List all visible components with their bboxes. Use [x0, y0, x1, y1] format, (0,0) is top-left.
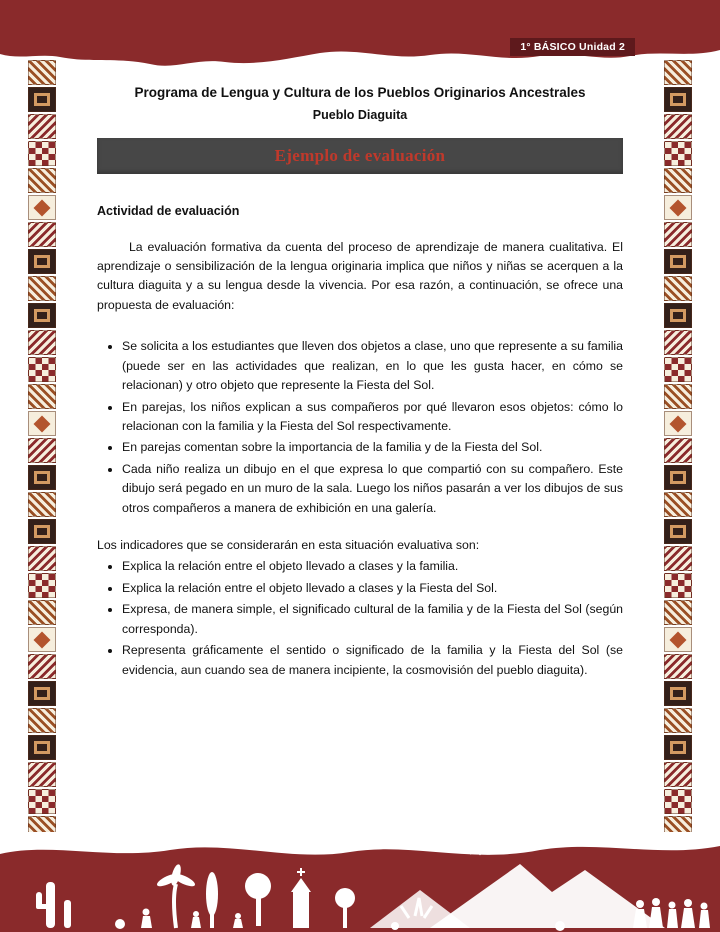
ornament-tile — [28, 492, 56, 517]
activity-bullet-item: • Se solicita a los estudiantes que lleven dos objetos a clase, uno que represente a su familia (puede ser en las actividades que realizan, en lo que les gusta hacer, en cómo se relacionan) y otro objeto que represente la Fiesta del Sol. — [122, 337, 623, 395]
activity-bullet-list — [97, 337, 623, 518]
ornament-tile — [664, 330, 692, 355]
ornament-tile — [28, 708, 56, 733]
ornament-tile — [664, 573, 692, 598]
ornament-tile — [664, 303, 692, 328]
ornament-tile — [664, 789, 692, 814]
ornament-tile — [664, 735, 692, 760]
ornament-tile — [664, 384, 692, 409]
ornament-tile — [664, 411, 692, 436]
unit-badge-label: 1° BÁSICO Unidad 2 — [520, 41, 625, 53]
ornament-tile — [664, 222, 692, 247]
ornament-tile — [664, 654, 692, 679]
ornament-tile — [664, 87, 692, 112]
ornament-tile — [28, 60, 56, 85]
unit-badge — [510, 38, 635, 56]
right-ornament-border — [664, 60, 692, 832]
ornament-tile — [28, 600, 56, 625]
ornament-tile — [28, 222, 56, 247]
ornament-tile — [28, 141, 56, 166]
ornament-tile — [28, 357, 56, 382]
ornament-tile — [664, 438, 692, 463]
indicator-bullet-item: • Expresa, de manera simple, el significado cultural de la familia y de la Fiesta del Sol (según corresponda). — [122, 600, 623, 639]
ornament-tile — [664, 519, 692, 544]
ornament-tile — [28, 627, 56, 652]
ornament-tile — [28, 438, 56, 463]
indicator-bullet-item: • Representa gráficamente el sentido o significado de la familia y la Fiesta del Sol (se evidencia, aun cuando sea de manera incipiente, la cosmovisión del pueblo diaguita). — [122, 641, 623, 680]
ornament-tile — [28, 411, 56, 436]
indicators-intro: Los indicadores que se considerarán en esta situación evaluativa son: — [97, 538, 480, 553]
ornament-tile — [664, 627, 692, 652]
ornament-tile — [664, 600, 692, 625]
ornament-tile — [28, 519, 56, 544]
intro-paragraph: La evaluación formativa da cuenta del proceso de aprendizaje de manera cualitativa. El aprendizaje o sensibilización de la lengua originaria implica que niños y niñas se acerquen a la cultura diaguita y a su lengua desde la vivencia. Por esa razón, a continuación, se ofrece una propuesta de evaluación: — [97, 239, 623, 312]
indicators-bullet-list — [97, 557, 623, 680]
footer-landscape-decoration — [0, 820, 720, 932]
ornament-tile — [28, 114, 56, 139]
ornament-tile — [664, 141, 692, 166]
section-banner — [97, 138, 623, 174]
ornament-tile — [28, 384, 56, 409]
ornament-tile — [28, 303, 56, 328]
ornament-tile — [664, 276, 692, 301]
ornament-tile — [28, 330, 56, 355]
ornament-tile — [28, 276, 56, 301]
indicator-bullet-item: • Explica la relación entre el objeto llevado a clases y la familia. — [122, 557, 623, 576]
ornament-tile — [664, 546, 692, 571]
content-area — [97, 84, 623, 682]
indicator-bullet-item: • Explica la relación entre el objeto llevado a clases y la Fiesta del Sol. — [122, 579, 623, 598]
ornament-tile — [28, 87, 56, 112]
activity-bullet-item: • Cada niño realiza un dibujo en el que expresa lo que compartió con su compañero. Este dibujo será pegado en un muro de la sala. Luego los niños pasarán a ver los dibujos de sus otros compañeros a manera de exhibición en una galería. — [122, 460, 623, 518]
ornament-tile — [28, 681, 56, 706]
ornament-tile — [664, 195, 692, 220]
ornament-tile — [664, 249, 692, 274]
program-title: Programa de Lengua y Cultura de los Pueblos Originarios Ancestrales — [134, 85, 586, 100]
ornament-tile — [664, 681, 692, 706]
ornament-tile — [28, 249, 56, 274]
ornament-tile — [664, 114, 692, 139]
program-subtitle: Pueblo Diaguita — [312, 107, 408, 122]
activity-bullet-item: • En parejas, los niños explican a sus compañeros por qué llevaron esos objetos: cómo lo relacionan con la familia y la Fiesta del Sol respectivamente. — [122, 398, 623, 437]
ornament-tile — [28, 789, 56, 814]
ornament-tile — [664, 357, 692, 382]
ornament-tile — [28, 654, 56, 679]
ornament-tile — [664, 168, 692, 193]
ornament-tile — [664, 492, 692, 517]
ornament-tile — [28, 168, 56, 193]
activity-bullet-item: • En parejas comentan sobre la importancia de la familia y de la Fiesta del Sol. — [122, 438, 623, 457]
section-banner-title: Ejemplo de evaluación — [274, 145, 446, 165]
ornament-tile — [28, 195, 56, 220]
ornament-tile — [664, 708, 692, 733]
ornament-tile — [28, 762, 56, 787]
ornament-tile — [664, 60, 692, 85]
ornament-tile — [664, 465, 692, 490]
ornament-tile — [28, 735, 56, 760]
ornament-tile — [28, 573, 56, 598]
left-ornament-border — [28, 60, 56, 832]
ornament-tile — [28, 465, 56, 490]
activity-heading: Actividad de evaluación — [97, 203, 240, 218]
top-banner-decoration — [0, 0, 720, 72]
ornament-tile — [28, 546, 56, 571]
ornament-tile — [664, 762, 692, 787]
